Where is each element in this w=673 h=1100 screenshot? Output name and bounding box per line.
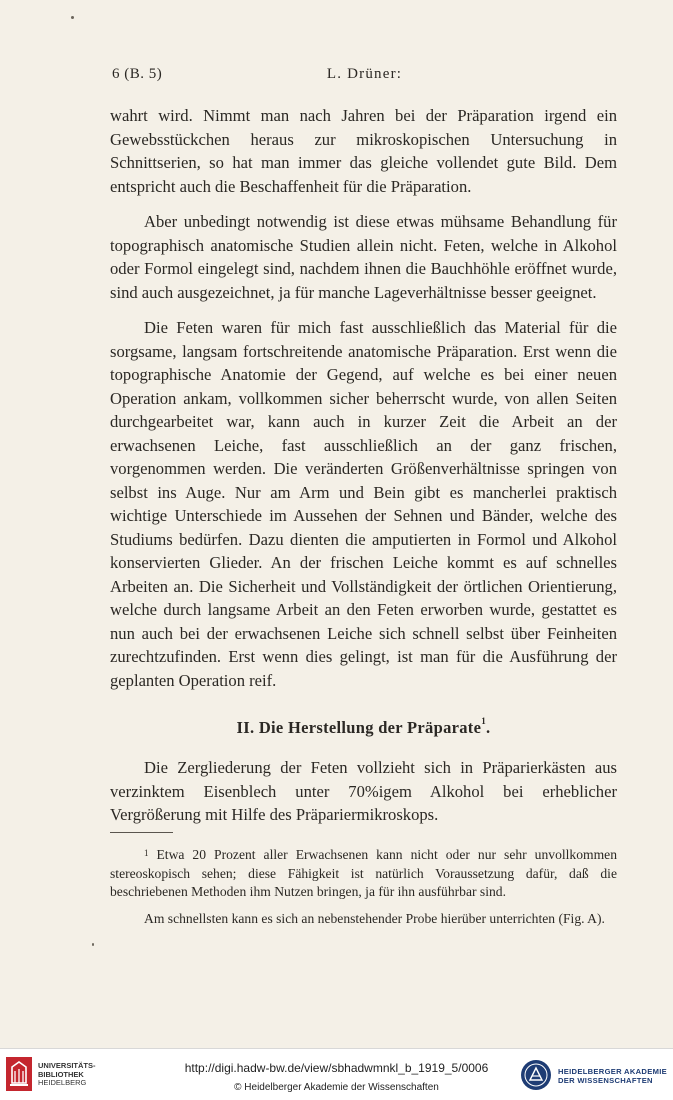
academy-logo-icon — [520, 1059, 552, 1091]
scan-speck — [92, 943, 94, 946]
paragraph: Die Feten waren für mich fast ausschließlich das Material für die sorgsame, langsam fortschreitende anatomische Präparation. Erst wenn die topographische Anatomie der Gegend, auf welche es bei einer neuen Operation ankam, vollkommen sicher beherrscht wurde, von allen Seiten durchgearbeitet war, kann auch in kurzer Zeit die Arbeit an der erwachsenen Leiche, fast ausschließlich an der ganz frischen, vorgenommen werden. Die veränderten Größenverhältnisse springen von selbst ins Auge. Nur am Arm und Bein gibt es mancherlei praktisch wichtige Unterschiede im Aussehen der Sehnen und Bänder, welche des Studiums bedürfen. Dazu dienten die amputierten in Formol und Alkohol konservierten Glieder. An der frischen Leiche kommt es auf schnelles Arbeiten an. Die Sicherheit und Vollständigkeit der örtlichen Orientierung, welche durch langsame Arbeit an den Feten erworben wurde, gestattet es nun auch bei der erwachsenen Leiche sich schnell selbst über Feinheiten zurechtzufinden. Erst wenn dies gelingt, ist man für die Ausführung der geplanten Operation reif. — [110, 318, 617, 690]
academy-line: HEIDELBERGER AKADEMIE — [558, 1067, 667, 1076]
ub-line: BIBLIOTHEK — [38, 1069, 84, 1079]
footnote-rule — [110, 832, 173, 833]
section-text — [110, 756, 617, 827]
section-heading-end: . — [486, 718, 491, 737]
footnote-mark: 1 — [481, 716, 487, 726]
academy-name — [558, 1067, 667, 1085]
footnote-text: Etwa 20 Prozent aller Erwachsenen kann nicht oder nur sehr unvollkommen stereoskopisch sehen; diese Fähigkeit ist natürlich Voraussetzung dafür, daß die beschriebenen Methoden ihm Nutzen bringen, ja für ihn ausführbar sind. — [110, 847, 617, 899]
section-heading — [110, 718, 617, 738]
footnote-text: Am schnellsten kann es sich an nebenstehender Probe hierüber unterrichten (Fig. A). — [144, 910, 605, 926]
paragraph: Die Zergliederung der Feten vollzieht sich in Präparierkästen aus verzinktem Eisenblech unter 70%igem Alkohol bei erheblicher Vergrößerung mit Hilfe des Präpariermikroskops. — [110, 758, 617, 824]
footnote-number: 1 — [144, 848, 149, 858]
paragraph: Aber unbedingt notwendig ist diese etwas mühsame Behandlung für topographisch anatomische Studien allein nicht. Feten, welche in Alkohol oder Formol eingelegt sind, nachdem ihnen die Bauchhöhle eröffnet wurde, sind auch ausgezeichnet, ja für manche Lageverhältnisse besser geeignet. — [110, 212, 617, 302]
ub-line: UNIVERSITÄTS- — [38, 1061, 96, 1070]
running-title: L. Drüner: — [326, 66, 403, 82]
viewer-footer — [0, 1048, 673, 1100]
paragraph: wahrt wird. Nimmt man nach Jahren bei der Präparation irgend ein Gewebsstückchen heraus zur mikroskopischen Untersuchung in Schnittserien, so hat man immer das gleiche vollendet gute Bild. Dem entspricht auch die Beschaffenheit für die Präparation. — [110, 106, 617, 196]
footnotes — [110, 846, 617, 928]
academy-line: DER WISSENSCHAFTEN — [558, 1076, 653, 1085]
page-header — [112, 66, 617, 86]
scan-speck — [71, 16, 74, 19]
footnote — [110, 846, 617, 902]
copyright-notice: © Heidelberger Akademie der Wissenschaften — [234, 1082, 439, 1093]
main-text — [110, 104, 617, 692]
permalink-url[interactable]: http://digi.hadw-bw.de/view/sbhadwmnkl_b_1919_5/0006 — [184, 1061, 489, 1075]
footnote — [110, 910, 617, 929]
section-heading-text: II. Die Herstellung der Präparate — [236, 718, 482, 737]
ub-line: HEIDELBERG — [38, 1078, 87, 1087]
page-number: 6 (B. 5) — [112, 66, 163, 82]
